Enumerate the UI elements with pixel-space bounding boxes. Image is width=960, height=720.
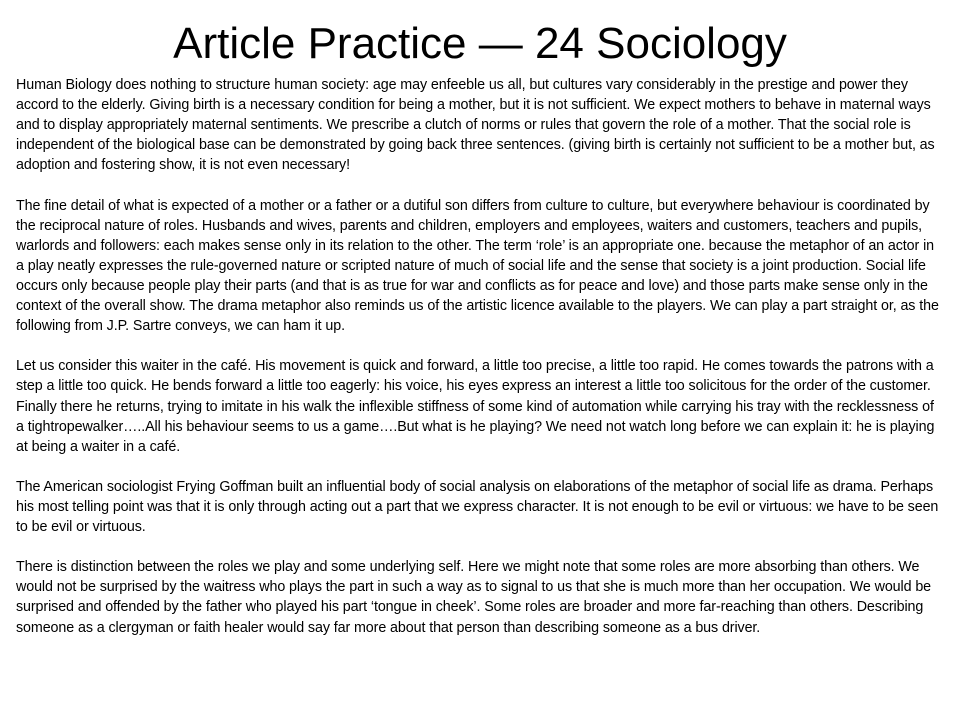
slide-title: Article Practice — 24 Sociology — [173, 19, 787, 68]
paragraph-3: Let us consider this waiter in the café. His movement is quick and forward, a little too precise, a little too rapid. He comes towards the patrons with a step a little too quick. He bends forward a little too eagerly: his voice, his eyes express an interest a little too solicitous for the order of the customer. Finally there he returns, trying to imitate in his walk the inflexible stiffness of some kind of automation while carrying his tray with the recklessness of a tightropewalker…..All his behaviour seems to us a game….But what is he playing? We need not watch long before we can explain it: he is playing at being a waiter in a café. — [16, 358, 935, 455]
paragraph-1: Human Biology does nothing to structure human society: age may enfeeble us all, but cultures vary considerably in the prestige and power they accord to the elderly. Giving birth is a necessary condition for being a mother, but it is not sufficient. We expect mothers to behave in maternal ways and to display appropriately maternal sentiments. We prescribe a clutch of norms or rules that govern the role of a mother. That the social role is independent of the biological base can be demonstrated by going back three sentences. (giving birth is certainly not sufficient to be a mother but, as adoption and fostering show, it is not even necessary! — [16, 77, 935, 174]
paragraph-5: There is distinction between the roles we play and some underlying self. Here we might note that some roles are more absorbing than others. We would not be surprised by the waitress who plays the part in such a way as to signal to us that she is much more than her occupation. We would be surprised and offended by the father who played his part ‘tongue in cheek’. Some roles are broader and more far-reaching than others. Describing someone as a clergyman or faith healer would say far more about that person than describing someone as a bus driver. — [16, 559, 932, 636]
paragraph-4: The American sociologist Frying Goffman built an influential body of social analysis on elaborations of the metaphor of social life as drama. Perhaps his most telling point was that it is only through acting out a part that we express character. It is not enough to be evil or virtuous: we have to be seen to be evil or virtuous. — [16, 478, 939, 536]
article-body — [16, 75, 944, 638]
paragraph-2: The fine detail of what is expected of a mother or a father or a dutiful son differs from culture to culture, but everywhere behaviour is coordinated by the reciprocal nature of roles. Husbands and wives, parents and children, employers and employees, waiters and customers, teachers and pupils, warlords and followers: each makes sense only in its relation to the other. The term ‘role’ is an appropriate one. because the metaphor of an actor in a play neatly expresses the rule-governed nature or scripted nature of much of social life and the sense that society is a joint production. Social life occurs only because people play their parts (and that is as true for war and conflicts as for peace and love) and those parts make sense only in the context of the overall show. The drama metaphor also reminds us of the artistic licence available to the players. We can play a part straight or, as the following from J.P. Sartre conveys, we can ham it up. — [16, 197, 939, 335]
